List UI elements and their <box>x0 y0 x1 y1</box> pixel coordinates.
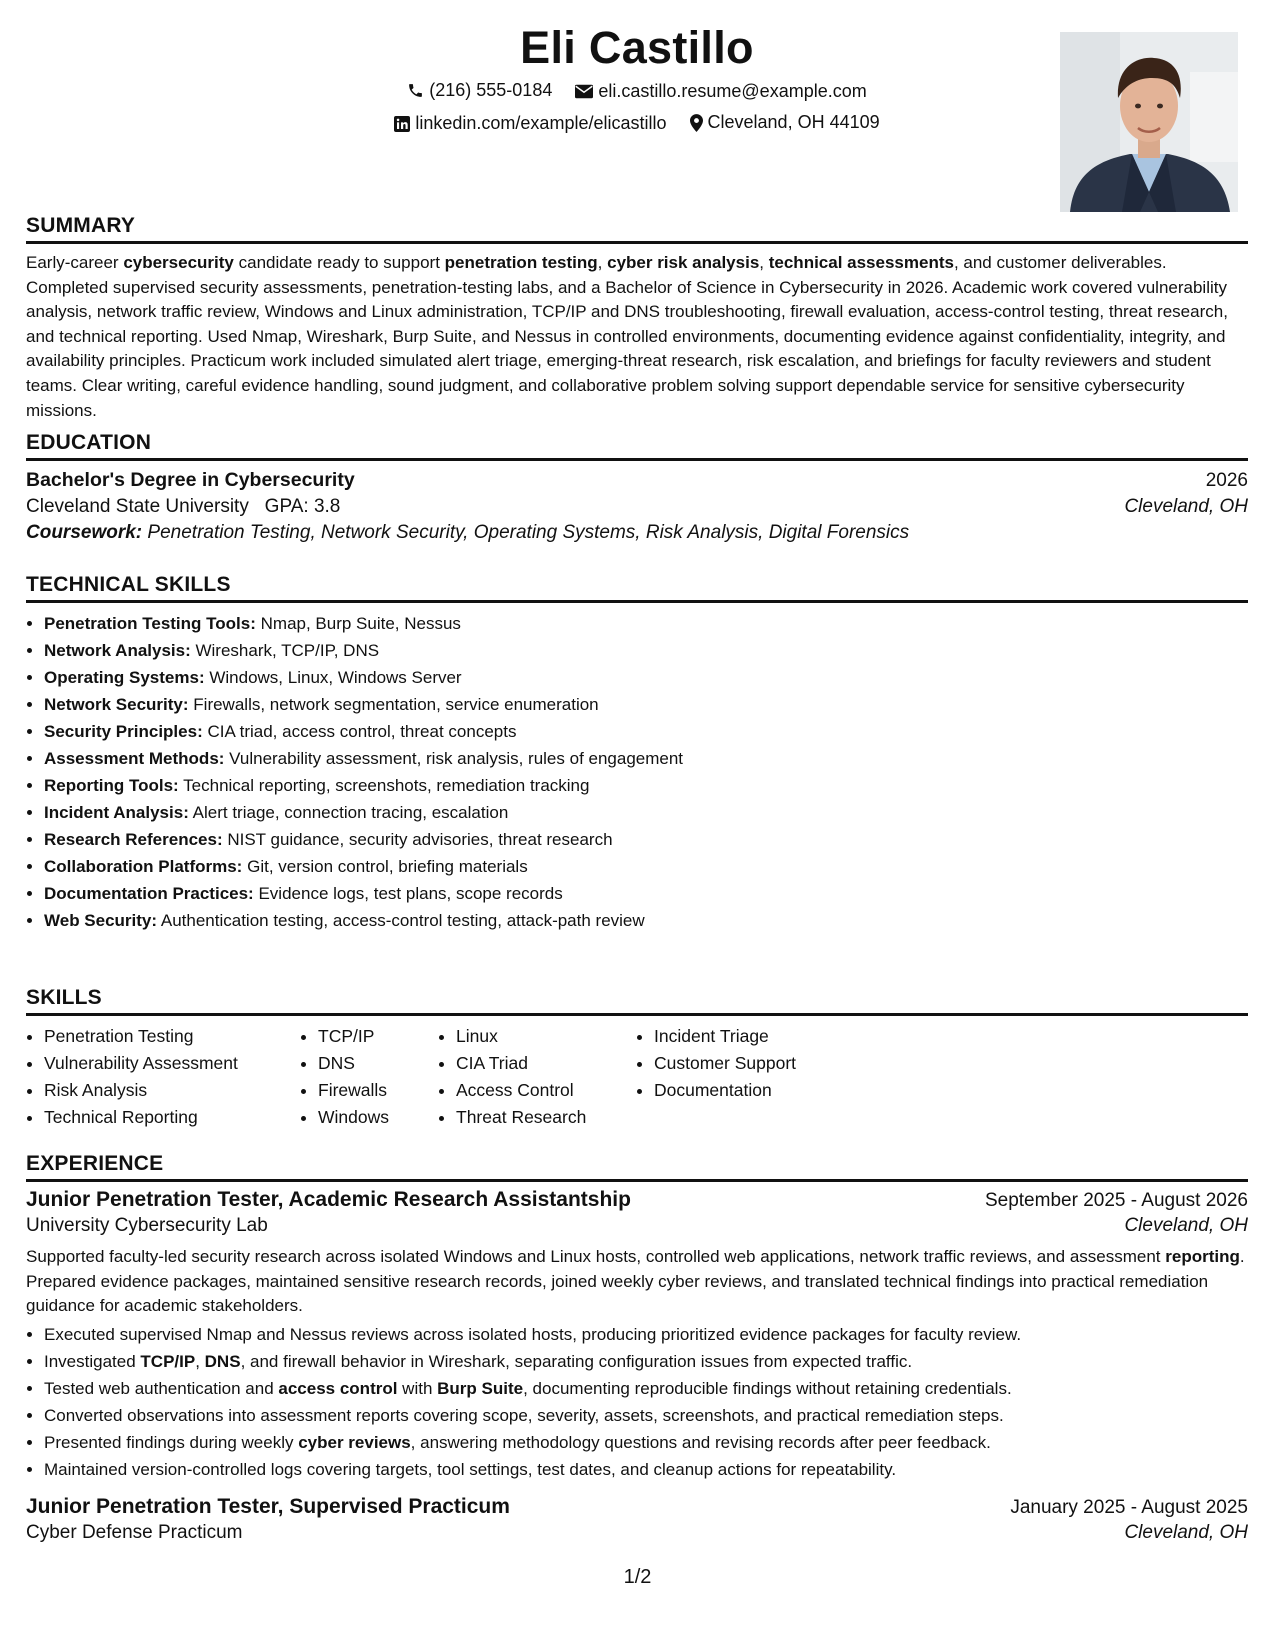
list-item: • Network Analysis: Wireshark, TCP/IP, DNS <box>44 637 1248 664</box>
coursework: Coursework: Penetration Testing, Network Security, Operating Systems, Risk Analysis, Digital Forensics <box>26 522 910 543</box>
summary-text: Early-career cybersecurity candidate ready to support penetration testing, cyber risk analysis, technical assessments, and customer deliverables. Completed supervised security assessments, penetration-testing labs, and a Bachelor of Science in Cybersecurity in 2026. Academic work covered vulnerability analysis, network traffic review, Windows and Linux administration, TCP/IP and DNS troubleshooting, firewall evaluation, access-control testing, threat research, and technical reporting. Used Nmap, Wireshark, Burp Suite, and Nessus in controlled environments, documenting evidence against confidentiality, integrity, and availability principles. Practicum work included simulated alert triage, emerging-threat research, risk escalation, and briefings for faculty reviewers and student teams. Clear writing, careful evidence handling, sound judgment, and collaborative problem solving support dependable service for sensitive cybersecurity missions. <box>26 253 1228 420</box>
linkedin-icon <box>394 116 410 132</box>
list-item: • Assessment Methods: Vulnerability assessment, risk analysis, rules of engagement <box>44 745 1248 772</box>
job-title: Junior Penetration Tester, Supervised Practicum <box>26 1494 510 1518</box>
phone-contact[interactable] <box>407 80 552 101</box>
location-contact <box>690 112 880 133</box>
envelope-icon <box>575 84 593 99</box>
list-item: • Maintained version-controlled logs covering targets, tool settings, test dates, and cleanup actions for repeatability. <box>44 1456 1248 1483</box>
job-1-org-row <box>26 1215 1248 1237</box>
list-item: • Network Security: Firewalls, network segmentation, service enumeration <box>44 691 1248 718</box>
list-item: • Risk Analysis <box>44 1077 300 1104</box>
gpa: GPA: 3.8 <box>264 496 341 517</box>
map-pin-icon <box>690 114 703 132</box>
job-location: Cleveland, OH <box>1124 1215 1248 1236</box>
list-item: • Documentation Practices: Evidence logs, test plans, scope records <box>44 880 1248 907</box>
job-description: Supported faculty-led security research across isolated Windows and Linux hosts, controlled web applications, network traffic reviews, and assessment reporting. Prepared evidence packages, maintained sensitive research records, joined weekly cyber reviews, and translated technical findings into practical remediation guidance for academic stakeholders. <box>26 1247 1245 1316</box>
job-organization: Cyber Defense Practicum <box>26 1521 243 1543</box>
list-item: • Operating Systems: Windows, Linux, Windows Server <box>44 664 1248 691</box>
list-item: • Collaboration Platforms: Git, version control, briefing materials <box>44 853 1248 880</box>
job-location: Cleveland, OH <box>1124 1521 1248 1543</box>
list-item: • Tested web authentication and access control with Burp Suite, documenting reproducible findings without retaining credentials. <box>44 1375 1248 1402</box>
skills-column-1 <box>26 1023 300 1131</box>
list-item: • Web Security: Authentication testing, access-control testing, attack-path review <box>44 907 1248 934</box>
list-item: • CIA Triad <box>456 1050 636 1077</box>
job-2-header <box>26 1495 1248 1519</box>
list-item: • Windows <box>318 1104 438 1131</box>
list-item: • Incident Analysis: Alert triage, connection tracing, escalation <box>44 799 1248 826</box>
list-item: • Linux <box>456 1023 636 1050</box>
list-item: • Executed supervised Nmap and Nessus reviews across isolated hosts, producing prioritized evidence packages for faculty review. <box>44 1321 1248 1348</box>
list-item: • Security Principles: CIA triad, access control, threat concepts <box>44 718 1248 745</box>
skills-heading: SKILLS <box>26 986 1248 1016</box>
skills-columns <box>26 1023 1248 1131</box>
school-location: Cleveland, OH <box>1124 496 1248 517</box>
linkedin-text: linkedin.com/example/elicastillo <box>415 113 667 133</box>
summary-heading: SUMMARY <box>26 214 1248 244</box>
list-item: • TCP/IP <box>318 1023 438 1050</box>
technical-skills-list <box>26 610 1248 934</box>
phone-text: (216) 555-0184 <box>429 80 553 100</box>
job-2-org-row <box>26 1522 1248 1544</box>
skills-column-2 <box>300 1023 438 1131</box>
list-item: • Firewalls <box>318 1077 438 1104</box>
summary-section <box>26 214 1248 423</box>
skills-column-4 <box>636 1023 874 1131</box>
school-row <box>26 496 1248 518</box>
email-contact[interactable] <box>575 81 866 102</box>
degree-row <box>26 469 1248 492</box>
list-item: • Incident Triage <box>654 1023 874 1050</box>
list-item: • Converted observations into assessment reports covering scope, severity, assets, screenshots, and practical remediation steps. <box>44 1402 1248 1429</box>
list-item: • Penetration Testing <box>44 1023 300 1050</box>
job-1-header <box>26 1188 1248 1212</box>
list-item: • Research References: NIST guidance, security advisories, threat research <box>44 826 1248 853</box>
experience-section <box>26 1152 1248 1544</box>
list-item: • DNS <box>318 1050 438 1077</box>
phone-icon <box>407 82 424 99</box>
job-dates: September 2025 - August 2026 <box>984 1190 1248 1211</box>
education-heading: EDUCATION <box>26 431 1248 461</box>
experience-heading: EXPERIENCE <box>26 1152 1248 1182</box>
linkedin-contact[interactable] <box>394 113 666 134</box>
list-item: • Presented findings during weekly cyber reviews, answering methodology questions and revising records after peer feedback. <box>44 1429 1248 1456</box>
job-1-bullets <box>26 1321 1248 1483</box>
school-name: Cleveland State University <box>26 496 249 517</box>
location-text: Cleveland, OH 44109 <box>707 112 880 132</box>
job-title: Junior Penetration Tester, Academic Research Assistantship <box>26 1188 631 1211</box>
list-item: • Access Control <box>456 1077 636 1104</box>
technical-skills-section <box>26 573 1248 934</box>
technical-skills-heading: TECHNICAL SKILLS <box>26 573 1248 603</box>
education-section <box>26 431 1248 544</box>
graduation-year: 2026 <box>1205 470 1248 491</box>
resume-header <box>26 0 1248 226</box>
job-dates: January 2025 - August 2025 <box>1010 1496 1248 1518</box>
list-item: • Technical Reporting <box>44 1104 300 1131</box>
degree-title: Bachelor's Degree in Cybersecurity <box>26 469 355 491</box>
list-item: • Customer Support <box>654 1050 874 1077</box>
skills-column-3 <box>438 1023 636 1131</box>
school-info <box>26 496 340 518</box>
profile-photo <box>1060 32 1238 212</box>
list-item: • Documentation <box>654 1077 874 1104</box>
candidate-name: Eli Castillo <box>520 22 754 73</box>
skills-section <box>26 986 1248 1131</box>
email-text: eli.castillo.resume@example.com <box>598 81 867 101</box>
page-number: 1/2 <box>623 1566 652 1588</box>
list-item: • Vulnerability Assessment <box>44 1050 300 1077</box>
resume-page <box>26 0 1248 1650</box>
list-item: • Reporting Tools: Technical reporting, screenshots, remediation tracking <box>44 772 1248 799</box>
list-item: • Threat Research <box>456 1104 636 1131</box>
job-organization: University Cybersecurity Lab <box>26 1215 268 1236</box>
list-item: • Penetration Testing Tools: Nmap, Burp Suite, Nessus <box>44 610 1248 637</box>
list-item: • Investigated TCP/IP, DNS, and firewall behavior in Wireshark, separating configuration issues from expected traffic. <box>44 1348 1248 1375</box>
